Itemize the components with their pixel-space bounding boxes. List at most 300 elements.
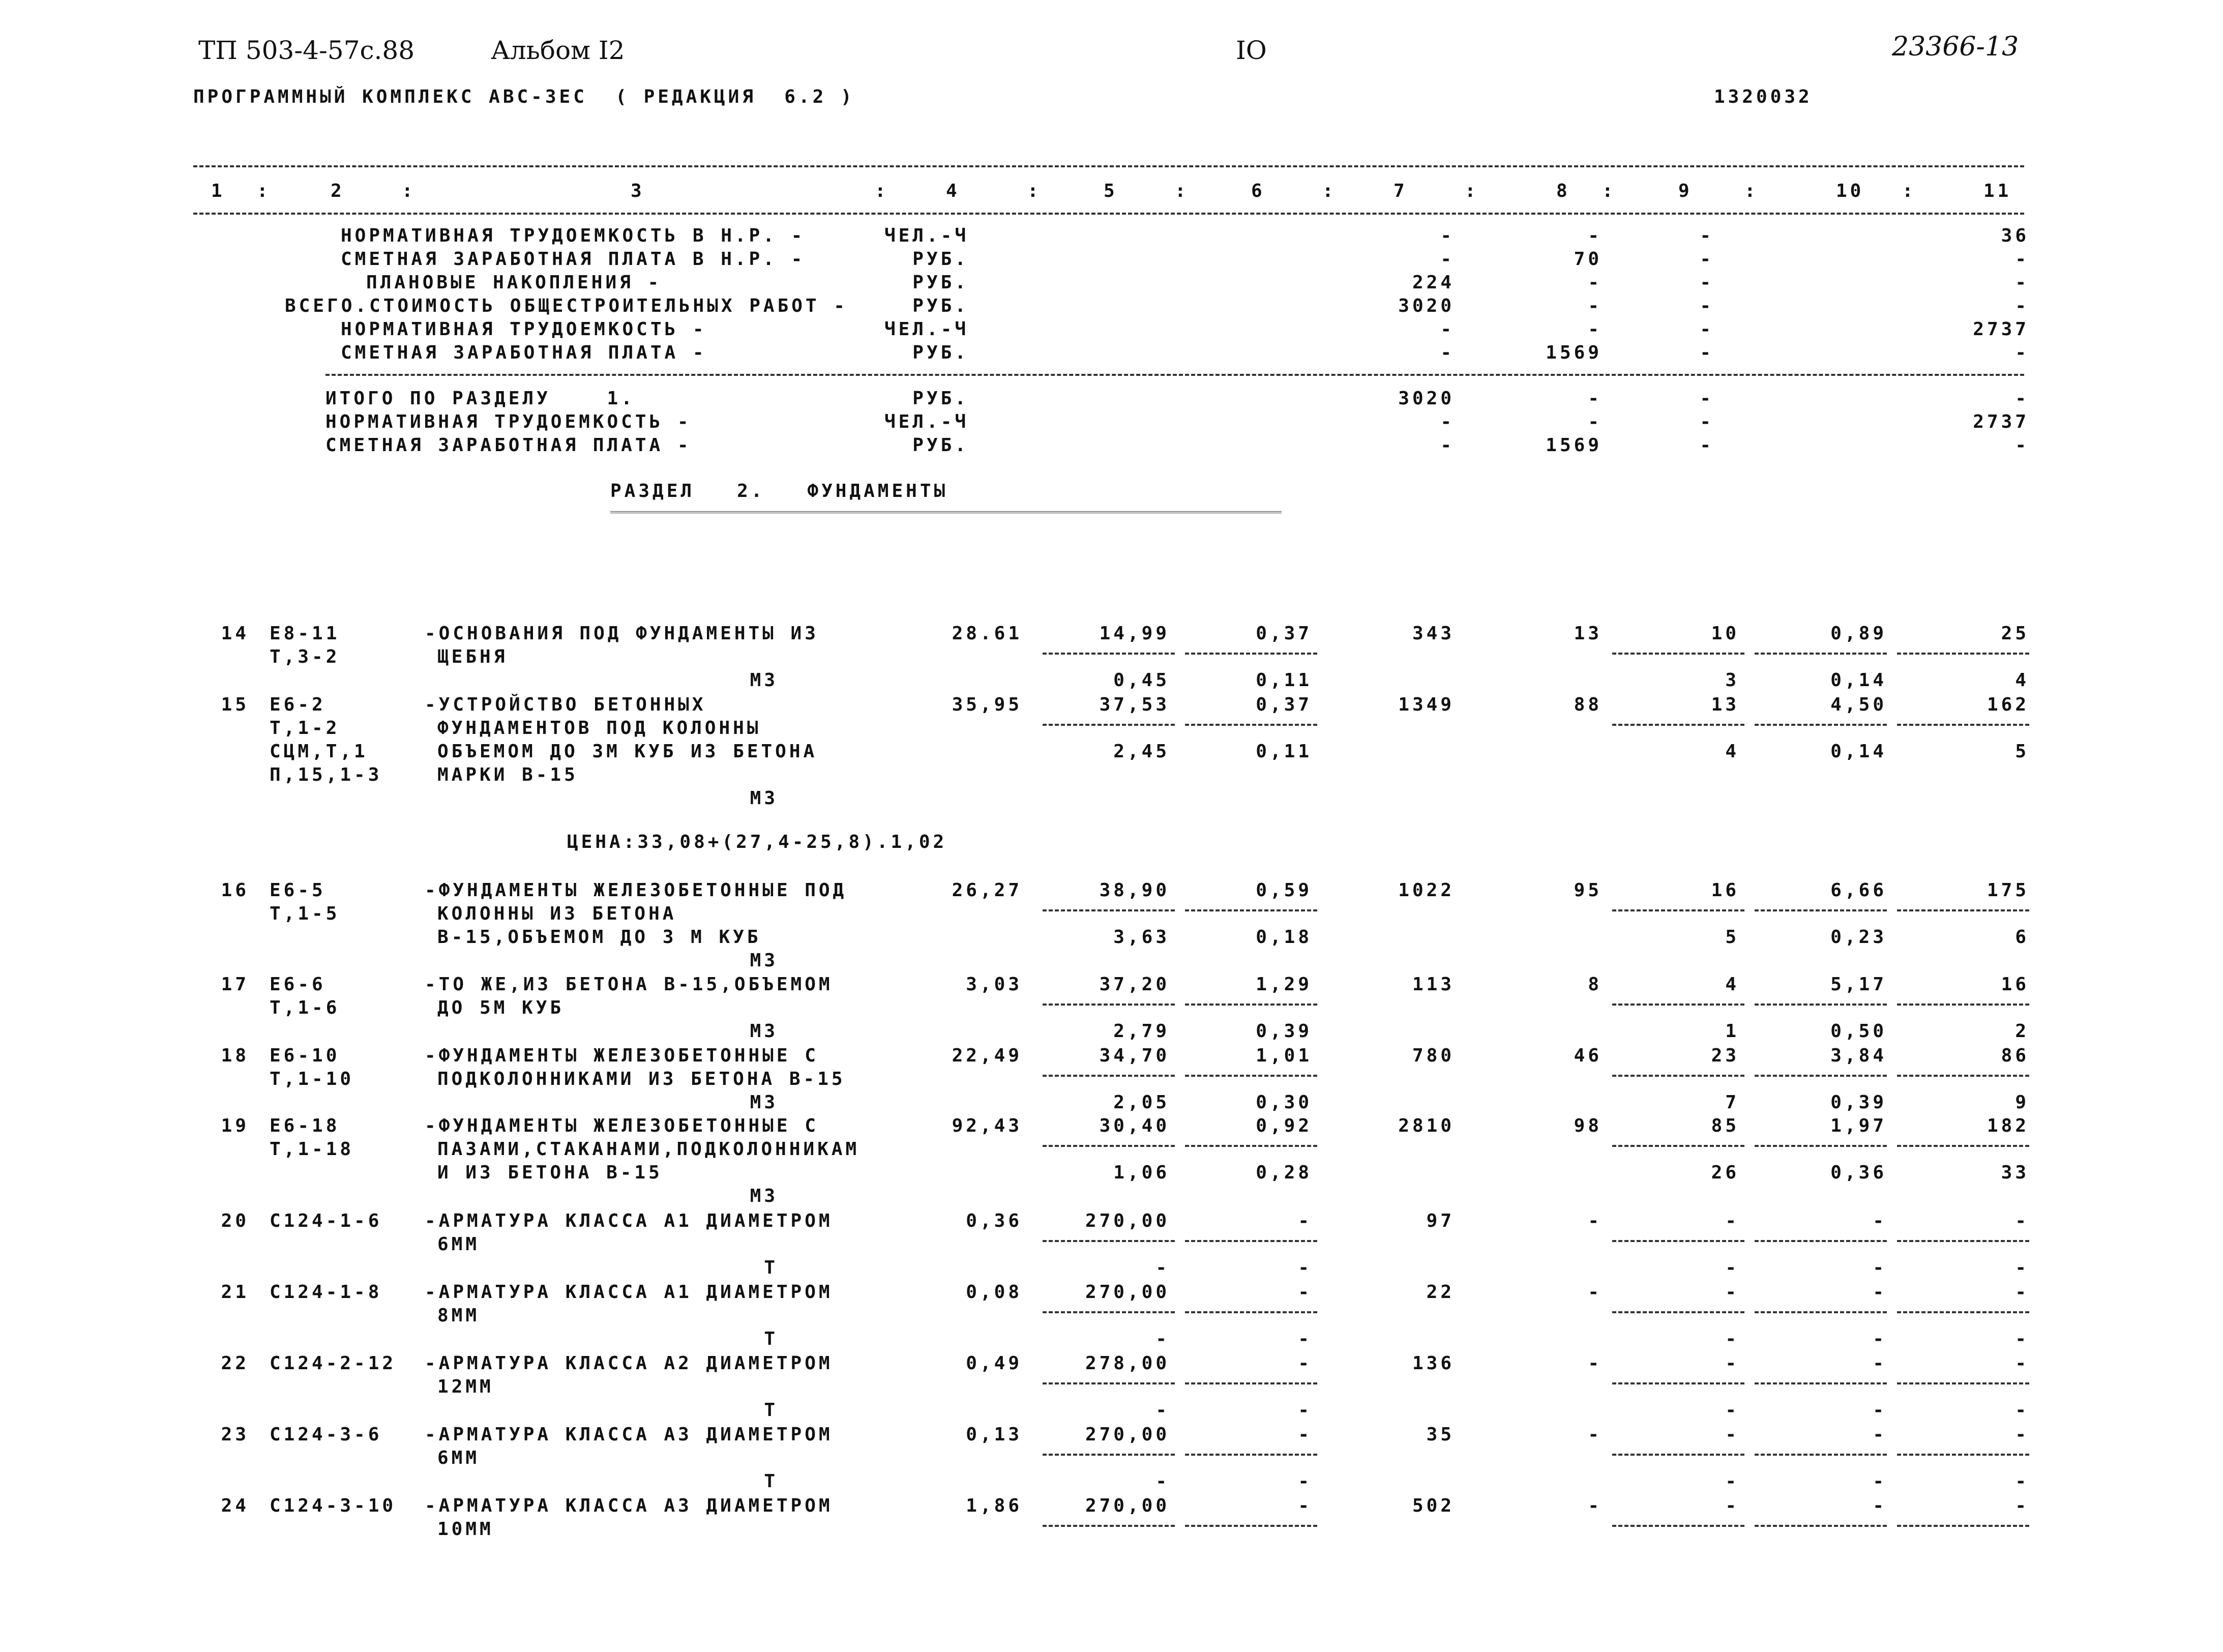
- column-number: 3: [631, 181, 645, 201]
- item-col9: 85: [1711, 1115, 1739, 1136]
- summary-unit: ЧЕЛ.-Ч: [884, 319, 969, 340]
- summary-label: СМЕТНАЯ ЗАРАБОТНАЯ ПЛАТА -: [341, 342, 707, 363]
- item-code: Т,1-18: [270, 1139, 354, 1160]
- item-col9-sub: 7: [1725, 1092, 1739, 1113]
- item-col4: 1,86: [966, 1495, 1022, 1516]
- item-col4: 22,49: [952, 1045, 1022, 1066]
- item-subrule: [1043, 724, 1175, 726]
- item-col11: -: [2015, 1424, 2029, 1445]
- item-col10: -: [1873, 1282, 1887, 1303]
- item-col8: 8: [1588, 974, 1602, 995]
- item-subrule: [1755, 1311, 1887, 1313]
- header-bottom-rule: [193, 213, 2024, 215]
- summary-col11: -: [2015, 342, 2029, 363]
- item-col4: 0,08: [966, 1282, 1022, 1303]
- item-col9-sub: 4: [1725, 741, 1739, 762]
- item-col9-sub: 26: [1711, 1162, 1739, 1183]
- item-col6-sub: 0,11: [1256, 670, 1312, 691]
- item-col5-sub: -: [1155, 1400, 1170, 1421]
- item-code: Т,1-6: [270, 997, 340, 1018]
- total-col8: -: [1588, 388, 1602, 409]
- item-col5: 34,70: [1099, 1045, 1170, 1066]
- item-number: 15: [221, 694, 249, 715]
- item-subrule: [1043, 909, 1175, 911]
- item-description: ФУНДАМЕНТОВ ПОД КОЛОННЫ: [437, 718, 761, 739]
- item-code: Е6-5: [270, 880, 326, 901]
- item-code: С124-1-8: [270, 1282, 382, 1303]
- item-col5: 30,40: [1099, 1115, 1170, 1136]
- item-code: Е6-18: [270, 1115, 340, 1136]
- item-col9: 10: [1711, 623, 1739, 644]
- item-col6-sub: 0,28: [1256, 1162, 1312, 1183]
- total-col9: -: [1700, 435, 1714, 456]
- item-description: -ТО ЖЕ,ИЗ БЕТОНА В-15,ОБЪЕМОМ: [425, 974, 833, 995]
- item-description: -АРМАТУРА КЛАССА А1 ДИАМЕТРОМ: [425, 1282, 833, 1303]
- total-col8: -: [1588, 411, 1602, 432]
- item-subrule: [1755, 653, 1887, 655]
- item-col7: 35: [1426, 1424, 1455, 1445]
- item-col6: 0,37: [1256, 623, 1312, 644]
- item-col4: 92,43: [952, 1115, 1022, 1136]
- item-subrule: [1755, 1240, 1887, 1242]
- item-col9: -: [1725, 1424, 1739, 1445]
- summary-col8: -: [1588, 272, 1602, 293]
- item-description: ДО 5М КУБ: [437, 997, 565, 1018]
- item-subrule: [1185, 1075, 1317, 1077]
- item-code: Т,3-2: [270, 646, 340, 667]
- item-col6-sub: 0,30: [1256, 1092, 1312, 1113]
- item-col5-sub: 3,63: [1113, 927, 1170, 948]
- item-col6: -: [1298, 1495, 1312, 1516]
- item-col11: 175: [1987, 880, 2029, 901]
- item-col7: 502: [1412, 1495, 1455, 1516]
- item-col7: 780: [1412, 1045, 1455, 1066]
- item-subrule: [1612, 653, 1744, 655]
- item-subrule: [1612, 1382, 1744, 1384]
- item-description: 12ММ: [437, 1376, 494, 1397]
- total-col11: 2737: [1973, 411, 2029, 432]
- total-col9: -: [1700, 411, 1714, 432]
- item-subrule: [1612, 1075, 1744, 1077]
- summary-unit: РУБ.: [912, 249, 969, 270]
- item-number: 19: [221, 1115, 249, 1136]
- item-description: 8ММ: [437, 1305, 480, 1326]
- item-col11-sub: 4: [2015, 670, 2029, 691]
- item-description: ЩЕБНЯ: [437, 646, 508, 667]
- item-col4: 35,95: [952, 694, 1022, 715]
- total-col9: -: [1700, 388, 1714, 409]
- item-subrule: [1185, 1311, 1317, 1313]
- item-col5-sub: 2,45: [1113, 741, 1170, 762]
- item-col11: 162: [1987, 694, 2029, 715]
- item-col10-sub: 0,14: [1830, 670, 1887, 691]
- item-subrule: [1897, 1311, 2029, 1313]
- item-col4: 28.61: [952, 623, 1022, 644]
- item-col9-sub: -: [1725, 1329, 1739, 1349]
- item-col8: 46: [1574, 1045, 1602, 1066]
- item-unit: М3: [750, 670, 778, 691]
- item-unit: Т: [764, 1257, 778, 1278]
- item-col5-sub: -: [1155, 1329, 1170, 1349]
- item-subrule: [1897, 1240, 2029, 1242]
- item-col4: 0,13: [966, 1424, 1022, 1445]
- item-col7: 136: [1412, 1353, 1455, 1374]
- item-col5: 14,99: [1099, 623, 1170, 644]
- item-subrule: [1755, 1454, 1887, 1456]
- summary-col11: -: [2015, 296, 2029, 316]
- item-description: В-15,ОБЪЕМОМ ДО 3 М КУБ: [437, 927, 761, 948]
- item-col11-sub: 9: [2015, 1092, 2029, 1113]
- total-unit: РУБ.: [912, 388, 969, 409]
- item-col10: -: [1873, 1424, 1887, 1445]
- item-description: КОЛОННЫ ИЗ БЕТОНА: [437, 903, 677, 924]
- item-subrule: [1897, 1004, 2029, 1006]
- item-col11: -: [2015, 1353, 2029, 1374]
- column-separator: :: [1465, 181, 1479, 201]
- item-code: Е8-11: [270, 623, 340, 644]
- item-number: 23: [221, 1424, 249, 1445]
- item-subrule: [1755, 724, 1887, 726]
- summary-col11: -: [2015, 272, 2029, 293]
- summary-col7: 224: [1412, 272, 1455, 293]
- item-col10: 4,50: [1830, 694, 1887, 715]
- column-separator: :: [1744, 181, 1759, 201]
- item-col8: -: [1588, 1424, 1602, 1445]
- item-col9: -: [1725, 1211, 1739, 1231]
- program-line: ПРОГРАММНЫЙ КОМПЛЕКС АВС-ЗЕС ( РЕДАКЦИЯ 6.2 ): [193, 86, 855, 107]
- price-note: ЦЕНА:33,08+(27,4-25,8).1,02: [567, 832, 947, 852]
- summary-unit: РУБ.: [912, 342, 969, 363]
- album-label: Альбом I2: [491, 36, 625, 65]
- item-col11: -: [2015, 1282, 2029, 1303]
- item-col10: 1,97: [1830, 1115, 1887, 1136]
- item-col5: 278,00: [1085, 1353, 1170, 1374]
- column-separator: :: [875, 181, 889, 201]
- item-col10-sub: 0,36: [1830, 1162, 1887, 1183]
- item-number: 17: [221, 974, 249, 995]
- column-number: 10: [1836, 181, 1864, 201]
- item-subrule: [1897, 909, 2029, 911]
- item-col4: 3,03: [966, 974, 1022, 995]
- column-number: 7: [1394, 181, 1408, 201]
- summary-col9: -: [1700, 249, 1714, 270]
- item-col11: -: [2015, 1211, 2029, 1231]
- item-unit: М3: [750, 1186, 778, 1206]
- column-number: 2: [331, 181, 345, 201]
- column-separator: :: [1902, 181, 1916, 201]
- item-col4: 0,49: [966, 1353, 1022, 1374]
- item-code: Т,1-10: [270, 1069, 354, 1089]
- total-col7: -: [1440, 435, 1455, 456]
- total-label: СМЕТНАЯ ЗАРАБОТНАЯ ПЛАТА -: [325, 435, 692, 456]
- item-subrule: [1897, 724, 2029, 726]
- column-number: 11: [1983, 181, 2012, 201]
- item-col6-sub: -: [1298, 1400, 1312, 1421]
- summary-col7: -: [1440, 225, 1455, 246]
- item-col9-sub: -: [1725, 1400, 1739, 1421]
- item-subrule: [1185, 1454, 1317, 1456]
- item-code: С124-3-10: [270, 1495, 397, 1516]
- summary-col9: -: [1700, 225, 1714, 246]
- item-subrule: [1185, 724, 1317, 726]
- section-title: РАЗДЕЛ 2. ФУНДАМЕНТЫ: [610, 481, 949, 501]
- summary-col8: -: [1588, 296, 1602, 316]
- item-col11-sub: 5: [2015, 741, 2029, 762]
- item-col10: 0,89: [1830, 623, 1887, 644]
- total-unit: ЧЕЛ.-Ч: [884, 411, 969, 432]
- item-code: Т,1-2: [270, 718, 340, 739]
- item-col9-sub: 1: [1725, 1021, 1739, 1042]
- column-separator: :: [1322, 181, 1337, 201]
- item-col10: -: [1873, 1495, 1887, 1516]
- item-col5-sub: 2,79: [1113, 1021, 1170, 1042]
- item-subrule: [1755, 1525, 1887, 1527]
- item-col6: 0,37: [1256, 694, 1312, 715]
- column-number: 5: [1104, 181, 1118, 201]
- item-subrule: [1755, 909, 1887, 911]
- item-col10: 5,17: [1830, 974, 1887, 995]
- item-col5: 270,00: [1085, 1424, 1170, 1445]
- item-description: -ОСНОВАНИЯ ПОД ФУНДАМЕНТЫ ИЗ: [425, 623, 819, 644]
- summary-col11: -: [2015, 249, 2029, 270]
- item-col10-sub: -: [1873, 1257, 1887, 1278]
- item-unit: М3: [750, 950, 778, 971]
- item-col11-sub: -: [2015, 1400, 2029, 1421]
- item-description: -ФУНДАМЕНТЫ ЖЕЛЕЗОБЕТОННЫЕ С: [425, 1045, 819, 1066]
- item-col5-sub: 1,06: [1113, 1162, 1170, 1183]
- item-code: Т,1-5: [270, 903, 340, 924]
- column-number: 8: [1556, 181, 1570, 201]
- item-col11: 25: [2001, 623, 2029, 644]
- item-col10-sub: -: [1873, 1329, 1887, 1349]
- item-subrule: [1612, 1145, 1744, 1147]
- item-subrule: [1897, 653, 2029, 655]
- summary-col8: -: [1588, 225, 1602, 246]
- item-subrule: [1185, 1240, 1317, 1242]
- item-description: -АРМАТУРА КЛАССА А2 ДИАМЕТРОМ: [425, 1353, 833, 1374]
- item-col8: -: [1588, 1353, 1602, 1374]
- column-separator: :: [257, 181, 271, 201]
- summary-col9: -: [1700, 272, 1714, 293]
- item-col9-sub: -: [1725, 1257, 1739, 1278]
- item-subrule: [1755, 1075, 1887, 1077]
- item-col5-sub: -: [1155, 1471, 1170, 1492]
- column-separator: :: [1175, 181, 1189, 201]
- item-description: 6ММ: [437, 1448, 480, 1468]
- doc-number: 1320032: [1714, 86, 1813, 107]
- summary-unit: РУБ.: [912, 272, 969, 293]
- item-col7: 1022: [1398, 880, 1455, 901]
- item-col5-sub: 0,45: [1113, 670, 1170, 691]
- item-subrule: [1897, 1454, 2029, 1456]
- item-col10: 3,84: [1830, 1045, 1887, 1066]
- item-col9: 16: [1711, 880, 1739, 901]
- column-number: 4: [946, 181, 960, 201]
- summary-col9: -: [1700, 319, 1714, 340]
- total-col7: 3020: [1398, 388, 1455, 409]
- item-subrule: [1185, 909, 1317, 911]
- item-col4: 26,27: [952, 880, 1022, 901]
- item-subrule: [1185, 1004, 1317, 1006]
- section-underline: [610, 511, 1282, 513]
- item-col6: -: [1298, 1424, 1312, 1445]
- item-unit: М3: [750, 788, 778, 809]
- item-description: 10ММ: [437, 1519, 494, 1540]
- item-unit: Т: [764, 1471, 778, 1492]
- item-code: Е6-2: [270, 694, 326, 715]
- item-col10-sub: 0,14: [1830, 741, 1887, 762]
- column-number: 6: [1251, 181, 1265, 201]
- item-subrule: [1897, 1145, 2029, 1147]
- item-subrule: [1612, 909, 1744, 911]
- item-subrule: [1043, 1145, 1175, 1147]
- total-col11: -: [2015, 388, 2029, 409]
- item-col7: 113: [1412, 974, 1455, 995]
- header-top-rule: [193, 165, 2024, 167]
- item-number: 24: [221, 1495, 249, 1516]
- summary-col9: -: [1700, 342, 1714, 363]
- item-subrule: [1755, 1382, 1887, 1384]
- item-col8: -: [1588, 1211, 1602, 1231]
- item-col6: 1,01: [1256, 1045, 1312, 1066]
- item-col5: 270,00: [1085, 1211, 1170, 1231]
- item-col10-sub: 0,50: [1830, 1021, 1887, 1042]
- item-col6: 1,29: [1256, 974, 1312, 995]
- item-code: С124-1-6: [270, 1211, 382, 1231]
- item-subrule: [1043, 1382, 1175, 1384]
- item-description: -УСТРОЙСТВО БЕТОННЫХ: [425, 694, 706, 715]
- item-number: 22: [221, 1353, 249, 1374]
- item-col5: 38,90: [1099, 880, 1170, 901]
- summary-col7: -: [1440, 342, 1455, 363]
- item-subrule: [1755, 1145, 1887, 1147]
- item-col6-sub: -: [1298, 1471, 1312, 1492]
- item-col7: 97: [1426, 1211, 1455, 1231]
- summary-col7: 3020: [1398, 296, 1455, 316]
- total-col11: -: [2015, 435, 2029, 456]
- item-code: СЦМ,Т,1: [270, 741, 368, 762]
- item-subrule: [1043, 653, 1175, 655]
- column-separator: :: [1027, 181, 1042, 201]
- item-col8: -: [1588, 1495, 1602, 1516]
- item-subrule: [1612, 724, 1744, 726]
- item-col10-sub: 0,23: [1830, 927, 1887, 948]
- handwritten-code: 23366-13: [1892, 32, 2019, 62]
- summary-col7: -: [1440, 319, 1455, 340]
- summary-label: СМЕТНАЯ ЗАРАБОТНАЯ ПЛАТА В Н.Р. -: [341, 249, 806, 270]
- summary-col8: 1569: [1546, 342, 1602, 363]
- total-col7: -: [1440, 411, 1455, 432]
- project-code: ТП 503-4-57с.88: [198, 36, 415, 65]
- item-col11: 182: [1987, 1115, 2029, 1136]
- page-number: IO: [1236, 36, 1267, 65]
- item-col7: 1349: [1398, 694, 1455, 715]
- item-col7: 343: [1412, 623, 1455, 644]
- item-subrule: [1612, 1004, 1744, 1006]
- item-col11: 86: [2001, 1045, 2029, 1066]
- item-col6: -: [1298, 1211, 1312, 1231]
- item-col6: -: [1298, 1282, 1312, 1303]
- item-description: -АРМАТУРА КЛАССА А1 ДИАМЕТРОМ: [425, 1211, 833, 1231]
- item-subrule: [1612, 1454, 1744, 1456]
- summary-col9: -: [1700, 296, 1714, 316]
- item-col10-sub: 0,39: [1830, 1092, 1887, 1113]
- item-subrule: [1185, 1145, 1317, 1147]
- column-number: 1: [211, 181, 225, 201]
- item-col5: 270,00: [1085, 1282, 1170, 1303]
- item-subrule: [1043, 1525, 1175, 1527]
- item-col11-sub: -: [2015, 1471, 2029, 1492]
- summary-label: НОРМАТИВНАЯ ТРУДОЕМКОСТЬ -: [341, 319, 707, 340]
- summary-label: НОРМАТИВНАЯ ТРУДОЕМКОСТЬ В Н.Р. -: [341, 225, 806, 246]
- item-number: 20: [221, 1211, 249, 1231]
- item-description: ОБЪЕМОМ ДО 3М КУБ ИЗ БЕТОНА: [437, 741, 818, 762]
- item-unit: Т: [764, 1400, 778, 1421]
- summary-col11: 2737: [1973, 319, 2029, 340]
- item-col5-sub: -: [1155, 1257, 1170, 1278]
- item-subrule: [1897, 1525, 2029, 1527]
- item-col5-sub: 2,05: [1113, 1092, 1170, 1113]
- summary-col7: -: [1440, 249, 1455, 270]
- column-number: 9: [1678, 181, 1693, 201]
- total-col8: 1569: [1546, 435, 1602, 456]
- item-col11: -: [2015, 1495, 2029, 1516]
- item-col9: 4: [1725, 974, 1739, 995]
- column-separator: :: [402, 181, 416, 201]
- item-col7: 22: [1426, 1282, 1455, 1303]
- total-label: НОРМАТИВНАЯ ТРУДОЕМКОСТЬ -: [325, 411, 692, 432]
- item-col10-sub: -: [1873, 1400, 1887, 1421]
- item-subrule: [1185, 1525, 1317, 1527]
- total-label: ИТОГО ПО РАЗДЕЛУ 1.: [325, 388, 635, 409]
- item-code: Е6-10: [270, 1045, 340, 1066]
- item-subrule: [1185, 1382, 1317, 1384]
- item-col9-sub: 3: [1725, 670, 1739, 691]
- item-subrule: [1043, 1004, 1175, 1006]
- summary-col8: -: [1588, 319, 1602, 340]
- item-subrule: [1043, 1454, 1175, 1456]
- summary-label: ПЛАНОВЫЕ НАКОПЛЕНИЯ -: [366, 272, 662, 293]
- item-subrule: [1755, 1004, 1887, 1006]
- item-col9: -: [1725, 1353, 1739, 1374]
- summary-col8: 70: [1574, 249, 1602, 270]
- item-col9: 13: [1711, 694, 1739, 715]
- item-col11: 16: [2001, 974, 2029, 995]
- item-col6: -: [1298, 1353, 1312, 1374]
- item-col11-sub: 6: [2015, 927, 2029, 948]
- item-subrule: [1897, 1382, 2029, 1384]
- summary-label: ВСЕГО.СТОИМОСТЬ ОБЩЕСТРОИТЕЛЬНЫХ РАБОТ -: [285, 296, 848, 316]
- item-col9-sub: -: [1725, 1471, 1739, 1492]
- item-subrule: [1612, 1311, 1744, 1313]
- item-col9-sub: 5: [1725, 927, 1739, 948]
- item-col6-sub: 0,11: [1256, 741, 1312, 762]
- item-description: -АРМАТУРА КЛАССА А3 ДИАМЕТРОМ: [425, 1424, 833, 1445]
- item-description: -ФУНДАМЕНТЫ ЖЕЛЕЗОБЕТОННЫЕ С: [425, 1115, 819, 1136]
- item-col6: 0,59: [1256, 880, 1312, 901]
- item-col6-sub: -: [1298, 1329, 1312, 1349]
- item-subrule: [1043, 1075, 1175, 1077]
- item-col6-sub: -: [1298, 1257, 1312, 1278]
- item-code: С124-3-6: [270, 1424, 382, 1445]
- summary-unit: ЧЕЛ.-Ч: [884, 225, 969, 246]
- item-unit: М3: [750, 1021, 778, 1042]
- item-unit: Т: [764, 1329, 778, 1349]
- item-description: И ИЗ БЕТОНА В-15: [437, 1162, 663, 1183]
- item-subrule: [1612, 1240, 1744, 1242]
- item-col9: 23: [1711, 1045, 1739, 1066]
- item-col11-sub: -: [2015, 1257, 2029, 1278]
